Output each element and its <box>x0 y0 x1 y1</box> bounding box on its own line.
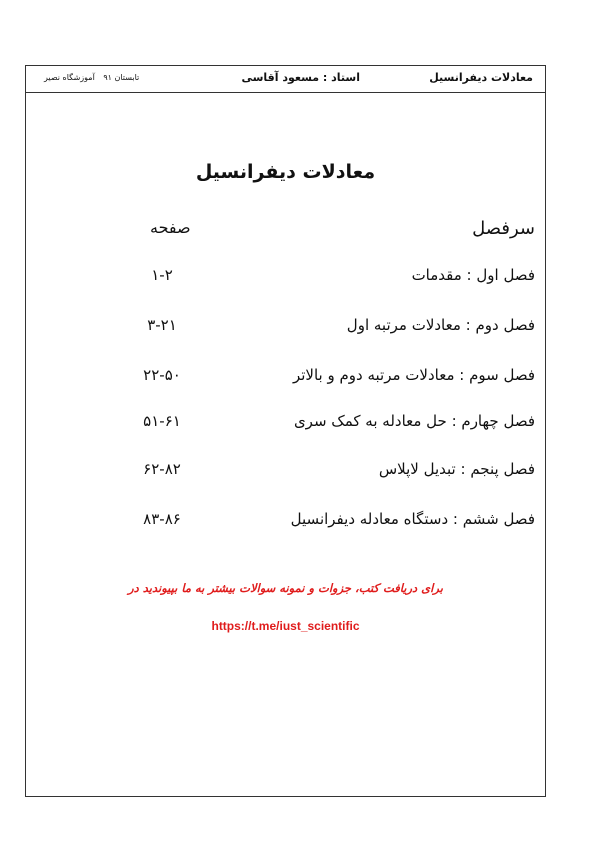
toc-row <box>26 266 545 290</box>
toc-pages: ۶۲-۸۲ <box>143 460 181 478</box>
toc-chapter: فصل سوم : معادلات مرتبه دوم و بالاتر <box>292 366 535 384</box>
header-subject: معادلات دیفرانسیل <box>429 71 533 84</box>
toc-page-header: صفحه <box>150 218 191 237</box>
toc-chapter: فصل اول : مقدمات <box>411 266 535 284</box>
toc-row <box>26 460 545 484</box>
toc-row <box>26 366 545 390</box>
header-teacher: استاد : مسعود آقاسی <box>241 71 360 84</box>
toc-row <box>26 412 545 436</box>
toc-chapter: فصل دوم : معادلات مرتبه اول <box>346 316 535 334</box>
toc-pages: ۱-۲ <box>151 266 173 284</box>
promo-text: برای دریافت کتب، جزوات و نمونه سوالات بیشتر به ما بپیوندید در <box>128 581 443 595</box>
toc-chapter: فصل چهارم : حل معادله به کمک سری <box>293 412 535 430</box>
document-title: معادلات دیفرانسیل <box>195 161 376 183</box>
header-term <box>38 73 139 82</box>
toc-pages: ۲۲-۵۰ <box>143 366 181 384</box>
page-header <box>26 66 545 93</box>
toc-pages: ۸۳-۸۶ <box>143 510 181 528</box>
toc-row <box>26 510 545 534</box>
page-frame <box>25 65 546 797</box>
header-term-season: تابستان ۹۱ <box>103 73 140 82</box>
toc-chapter: فصل ششم : دستگاه معادله دیفرانسیل <box>290 510 535 528</box>
toc-chapter: فصل پنجم : تبدیل لاپلاس <box>378 460 535 478</box>
toc-chapter-header: سرفصل <box>472 218 535 239</box>
toc-pages: ۵۱-۶۱ <box>143 412 181 430</box>
toc-pages: ۳-۲۱ <box>147 316 177 334</box>
telegram-link[interactable]: https://t.me/iust_scientific <box>211 619 360 633</box>
toc-row <box>26 316 545 340</box>
header-institute: آموزشگاه نصیر <box>44 73 95 82</box>
